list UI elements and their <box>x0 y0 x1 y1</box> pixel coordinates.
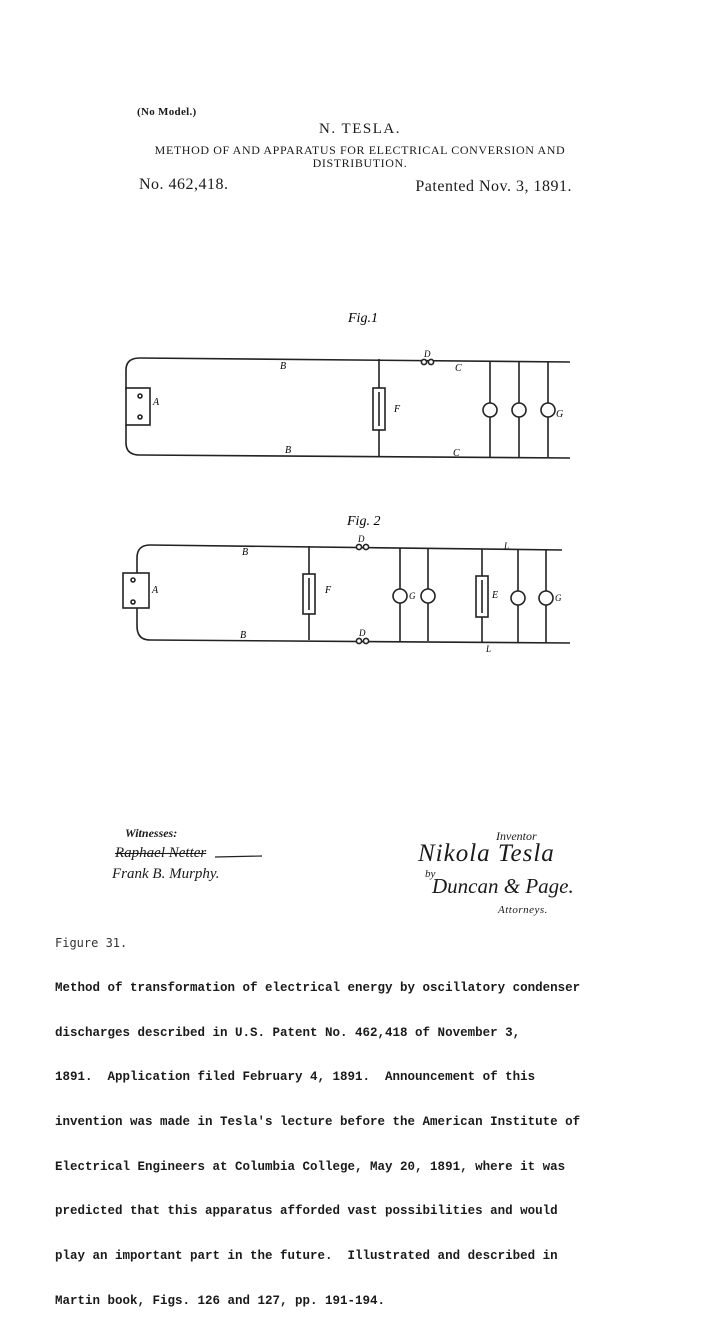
witness-signature-1: Raphael Netter <box>115 845 207 861</box>
fig2-letter-e: E <box>492 590 499 601</box>
caption-line: predicted that this apparatus afforded vast possibilities and would <box>55 1204 558 1219</box>
fig2-letter-l-bottom: L <box>486 644 492 654</box>
inventor-signature: Nikola Tesla <box>418 840 555 867</box>
caption-line: invention was made in Tesla's lecture before the American Institute of <box>55 1114 581 1129</box>
patent-number: No. 462,418. <box>139 176 229 193</box>
fig2-letter-l-top: L <box>504 541 510 551</box>
fig1-letter-d: D <box>424 349 431 359</box>
patent-date: Patented Nov. 3, 1891. <box>415 178 572 195</box>
witnesses-heading: Witnesses: <box>125 826 178 840</box>
fig2-letter-b-bottom: B <box>240 630 247 641</box>
fig2-letter-g-right: G <box>555 593 562 603</box>
fig1-letter-c-bottom: C <box>453 448 460 459</box>
fig1-letter-b-bottom: B <box>285 445 292 456</box>
caption-line: discharges described in U.S. Patent No. 462,418 of November 3, <box>55 1025 521 1040</box>
fig1-letter-f: F <box>394 404 401 415</box>
caption-line: Electrical Engineers at Columbia College, May 20, 1891, where it was <box>55 1159 566 1174</box>
fig1-letter-c-top: C <box>455 363 462 374</box>
caption-line: 1891. Application filed February 4, 1891. Announcement of this <box>55 1070 536 1085</box>
fig2-letter-d-top: D <box>358 534 365 544</box>
witness-signature-2: Frank B. Murphy. <box>112 866 220 882</box>
fig2-letter-a: A <box>152 585 159 596</box>
caption-line: play an important part in the future. Illustrated and described in <box>55 1249 558 1264</box>
inventor-heading: N. TESLA. <box>319 121 401 137</box>
patent-title-line-1: METHOD OF AND APPARATUS FOR ELECTRICAL CONVERSION AND <box>154 143 566 157</box>
fig2-letter-f: F <box>325 585 332 596</box>
fig1-letter-g: G <box>556 409 564 420</box>
fig1-letter-b-top: B <box>280 361 287 372</box>
figure-1-label: Fig.1 <box>348 311 378 326</box>
by-label: by <box>425 868 436 880</box>
fig2-letter-g-left: G <box>409 591 416 601</box>
inventor-label: Inventor <box>496 829 537 843</box>
attorney-signature: Duncan & Page. <box>432 874 574 898</box>
fig2-letter-b-top: B <box>242 547 249 558</box>
caption-line: Method of transformation of electrical energy by oscillatory condenser <box>55 980 581 995</box>
figure-2-label: Fig. 2 <box>347 514 381 529</box>
fig1-letter-a: A <box>153 397 160 408</box>
fig2-letter-d-bottom: D <box>359 628 366 638</box>
patent-title-line-2: DISTRIBUTION. <box>312 156 408 170</box>
figure-caption-label: Figure 31. <box>55 936 128 950</box>
figure-caption-text <box>55 951 670 1339</box>
no-model-note: (No Model.) <box>137 106 197 118</box>
attorneys-label: Attorneys. <box>498 904 548 916</box>
caption-line: Martin book, Figs. 126 and 127, pp. 191-194. <box>55 1293 386 1308</box>
